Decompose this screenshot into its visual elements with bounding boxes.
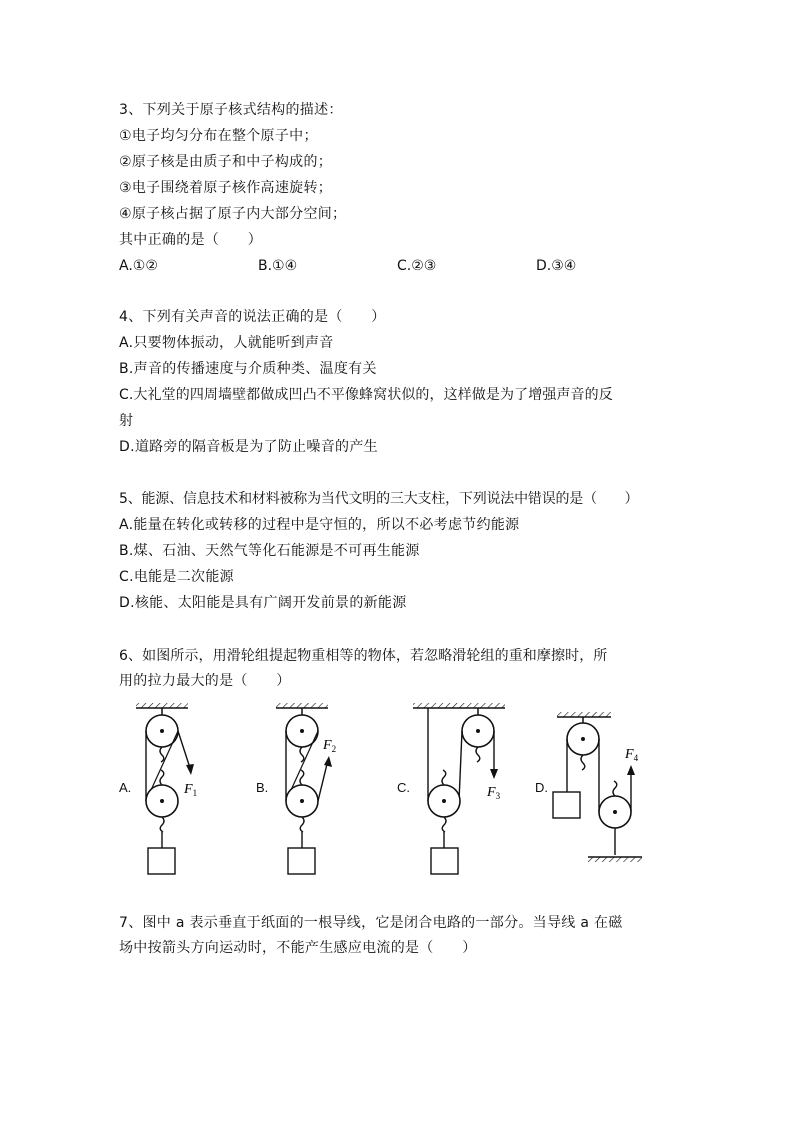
q4-stem: 4、下列有关声音的说法正确的是（ ） bbox=[119, 309, 386, 325]
q3-option-b: B.①④ bbox=[258, 258, 298, 274]
force-label-f4: $F_4$ bbox=[625, 747, 639, 763]
q7-stem-line1: 7、图中 a 表示垂直于纸面的一根导线，它是闭合电路的一部分。当导线 a 在磁 bbox=[119, 915, 623, 931]
q7-stem-line2: 场中按箭头方向运动时，不能产生感应电流的是（ ） bbox=[119, 940, 477, 956]
q3-option-c: C.②③ bbox=[397, 258, 437, 274]
pulley-system-c bbox=[413, 703, 505, 874]
q5-option-a: A.能量在转化或转移的过程中是守恒的，所以不必考虑节约能源 bbox=[119, 517, 520, 533]
force-label-f2: $F_2$ bbox=[323, 738, 337, 754]
force-label-f3: $F_3$ bbox=[487, 785, 501, 801]
pulley-systems-figure bbox=[110, 695, 670, 875]
pulley-system-d bbox=[553, 712, 642, 862]
q4-option-d: D.道路旁的隔音板是为了防止噪音的产生 bbox=[119, 439, 378, 455]
q3-ask: 其中正确的是（ ） bbox=[119, 232, 262, 248]
q3-stem: 3、下列关于原子核式结构的描述： bbox=[119, 102, 343, 118]
q6-stem-line1: 6、如图所示，用滑轮组提起物重相等的物体，若忽略滑轮组的重和摩擦时，所 bbox=[119, 648, 608, 664]
q5-stem: 5、能源、信息技术和材料被称为当代文明的三大支柱，下列说法中错误的是（ ） bbox=[119, 491, 639, 507]
figure-label-d: D. bbox=[535, 780, 548, 795]
pulley-system-a bbox=[136, 703, 197, 874]
force-label-f1: $F_1$ bbox=[184, 782, 198, 798]
q3-option-a: A.①② bbox=[119, 258, 158, 274]
load-block-c bbox=[431, 848, 458, 874]
q3-item-3: ③电子围绕着原子核作高速旋转； bbox=[119, 180, 333, 196]
q3-item-2: ②原子核是由质子和中子构成的； bbox=[119, 154, 333, 170]
q6-stem-line2: 用的拉力最大的是（ ） bbox=[119, 673, 291, 689]
q3-item-4: ④原子核占据了原子内大部分空间； bbox=[119, 206, 347, 222]
figure-label-c: C. bbox=[397, 780, 410, 795]
q4-option-a: A.只要物体振动，人就能听到声音 bbox=[119, 335, 334, 351]
load-block-b bbox=[288, 848, 315, 874]
pulley-system-b bbox=[276, 703, 336, 874]
figure-label-a: A. bbox=[119, 780, 132, 795]
q5-option-d: D.核能、太阳能是具有广阔开发前景的新能源 bbox=[119, 595, 407, 611]
load-block-d bbox=[553, 792, 580, 818]
q3-option-d: D.③④ bbox=[536, 258, 577, 274]
q3-item-1: ①电子均匀分布在整个原子中； bbox=[119, 128, 318, 144]
q4-option-c-cont: 射 bbox=[119, 413, 134, 429]
figure-label-b: B. bbox=[256, 780, 269, 795]
q4-option-c: C.大礼堂的四周墙壁都做成凹凸不平像蜂窝状似的，这样做是为了增强声音的反 bbox=[119, 387, 613, 403]
q4-option-b: B.声音的传播速度与介质种类、温度有关 bbox=[119, 361, 377, 377]
q5-option-b: B.煤、石油、天然气等化石能源是不可再生能源 bbox=[119, 543, 420, 559]
q5-option-c: C.电能是二次能源 bbox=[119, 569, 234, 585]
load-block-a bbox=[148, 848, 175, 874]
